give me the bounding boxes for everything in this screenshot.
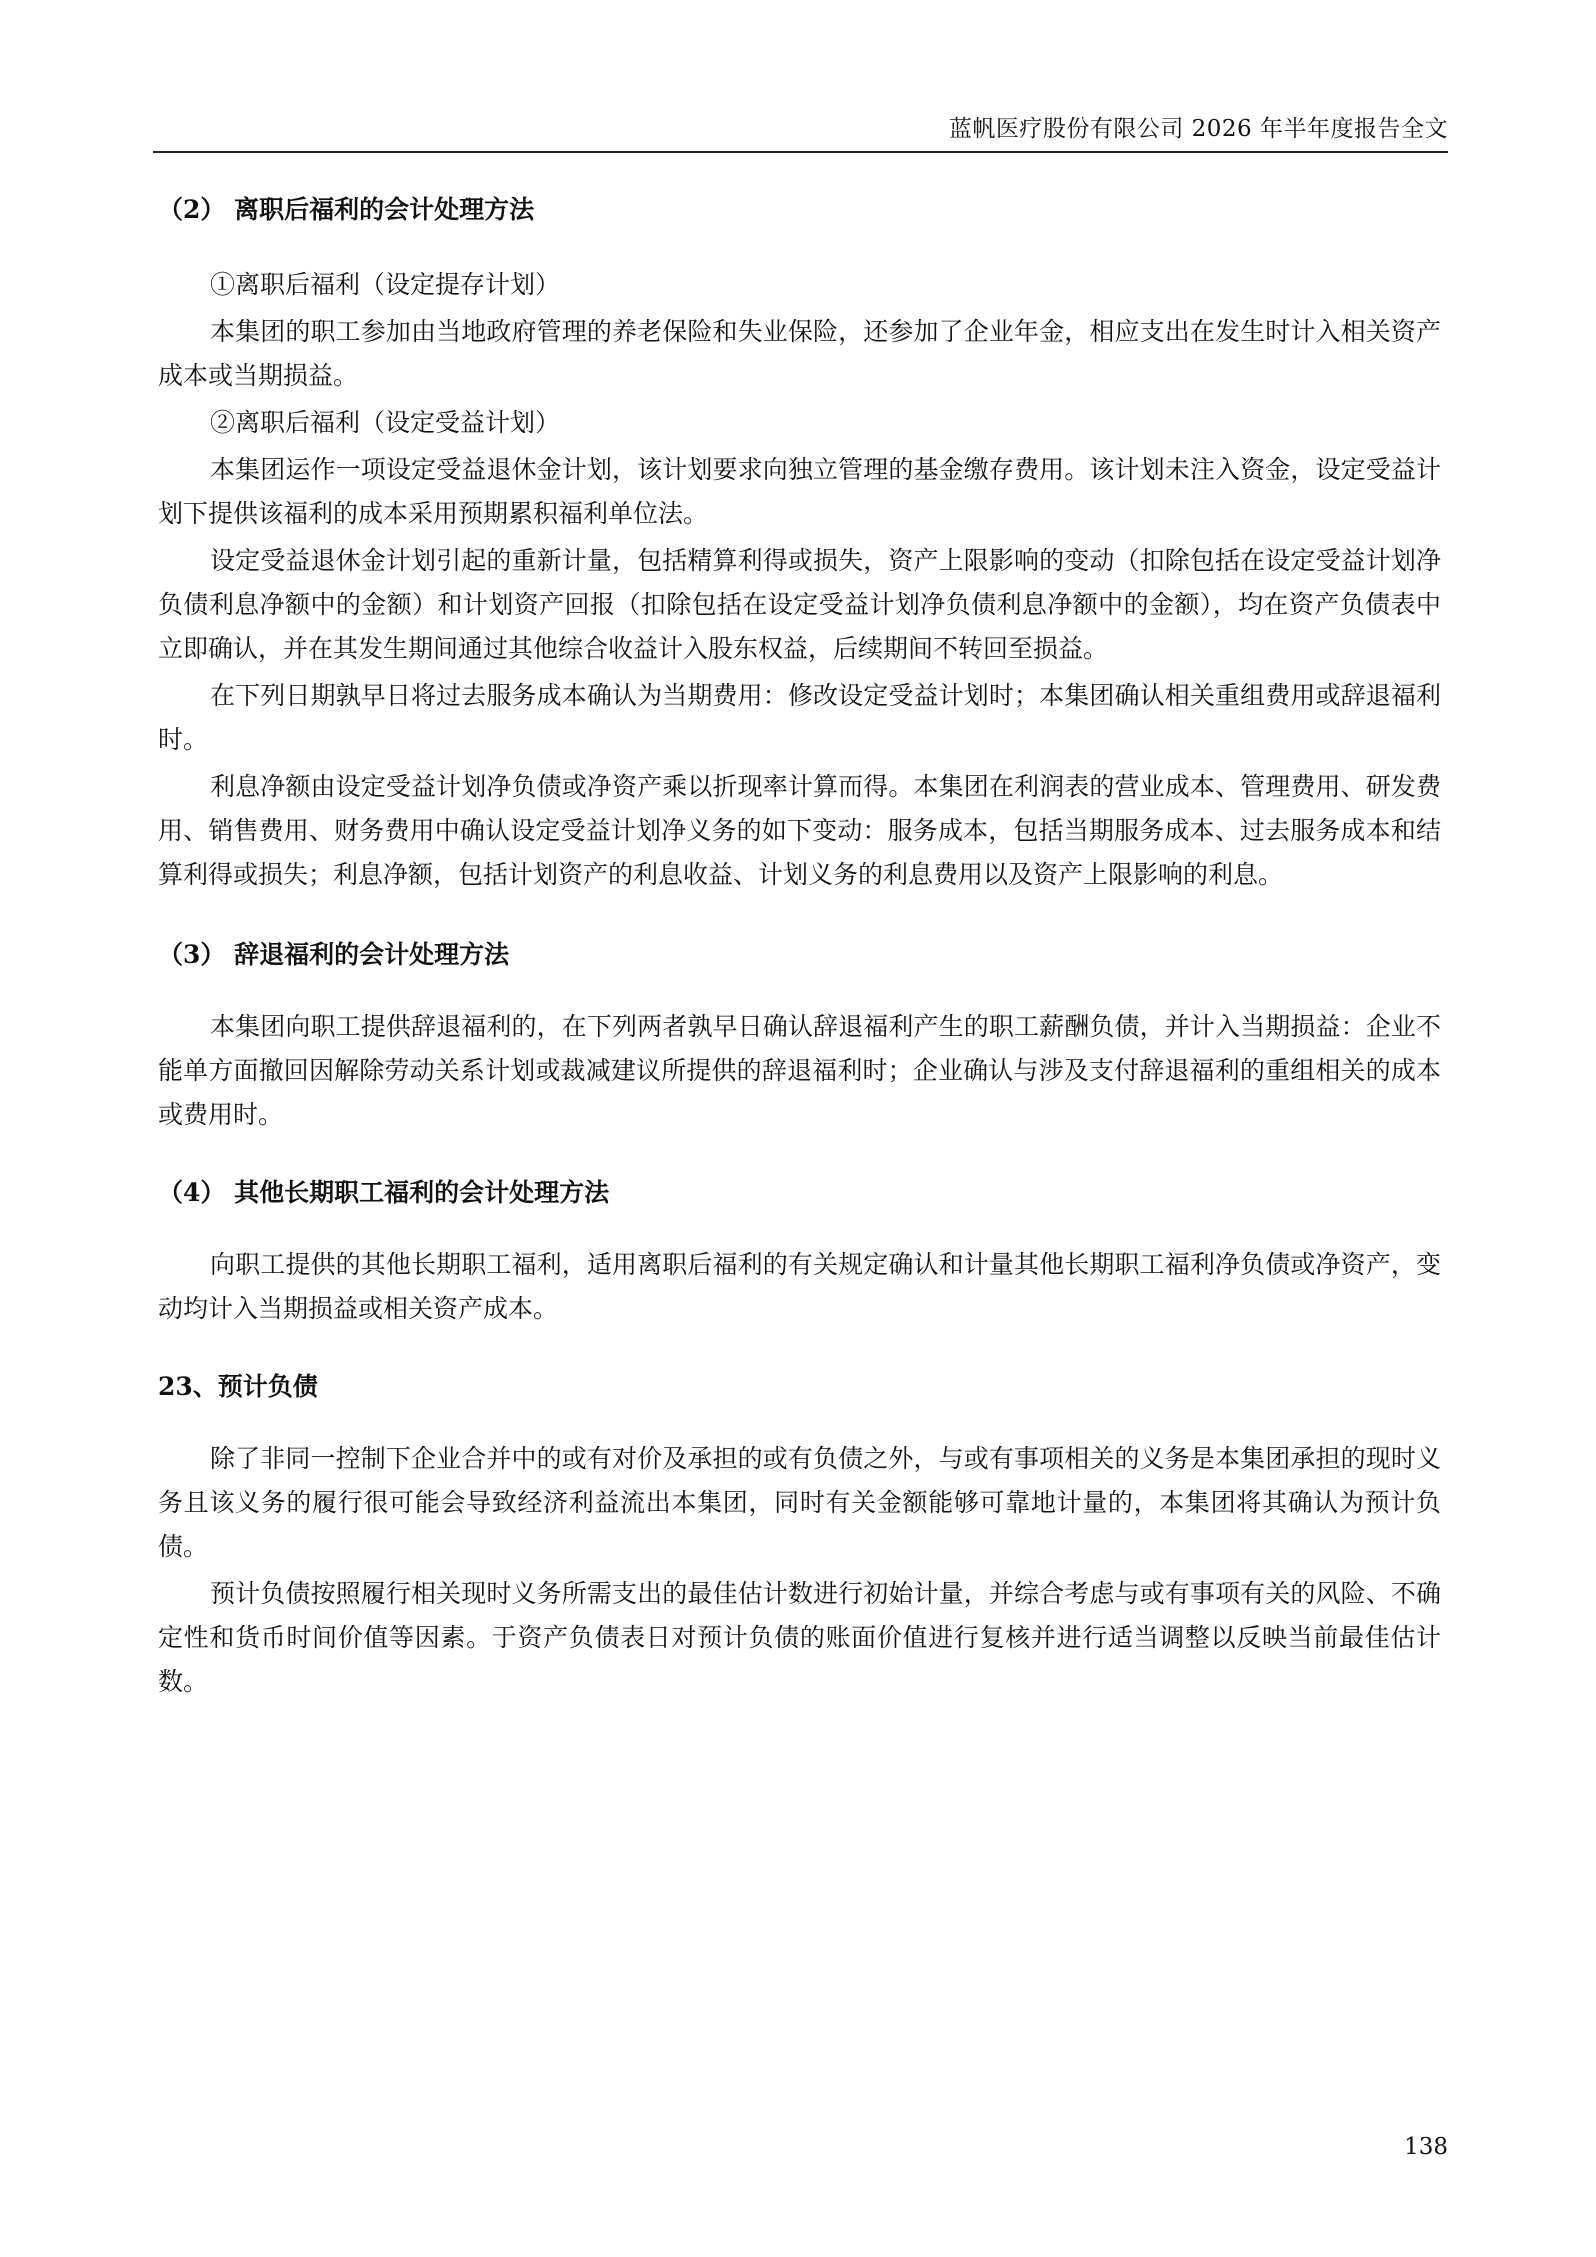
paragraph-defined-benefit-plan: 本集团运作一项设定受益退休金计划，该计划要求向独立管理的基金缴存费用。该计划未注入资金，设定受益计划下提供该福利的成本采用预期累积福利单位法。 [158,455,1441,528]
subheading-defined-benefit: ②离职后福利（设定受益计划） [210,408,561,437]
paragraph-remeasurement: 设定受益退休金计划引起的重新计量，包括精算利得或损失，资产上限影响的变动（扣除包括在设定受益计划净负债利息净额中的金额）和计划资产回报（扣除包括在设定受益计划净负债利息净额中的金额），均在资产负债表中立即确认，并在其发生期间通过其他综合收益计入股东权益，后续期间不转回至损益。 [158,546,1441,663]
paragraph-provisions-measurement: 预计负债按照履行相关现时义务所需支出的最佳估计数进行初始计量，并综合考虑与或有事项有关的风险、不确定性和货币时间价值等因素。于资产负债表日对预计负债的账面价值进行复核并进行适当调整以反映当前最佳估计数。 [158,1579,1441,1696]
document-body [158,190,1441,1704]
paragraph-termination-benefits: 本集团向职工提供辞退福利的，在下列两者孰早日确认辞退福利产生的职工薪酬负债，并计入当期损益：企业不能单方面撤回因解除劳动关系计划或裁减建议所提供的辞退福利时；企业确认与涉及支付辞退福利的重组相关的成本或费用时。 [158,1012,1441,1129]
report-header-title: 蓝帆医疗股份有限公司 2026 年半年度报告全文 [948,116,1448,142]
section-heading-post-employment: （2） 离职后福利的会计处理方法 [158,195,535,224]
paragraph-defined-contribution: 本集团的职工参加由当地政府管理的养老保险和失业保险，还参加了企业年金，相应支出在发生时计入相关资产成本或当期损益。 [158,317,1441,390]
section-heading-provisions: 23、预计负债 [158,1372,318,1401]
paragraph-provisions-recognition: 除了非同一控制下企业合并中的或有对价及承担的或有负债之外，与或有事项相关的义务是本集团承担的现时义务且该义务的履行很可能会导致经济利益流出本集团，同时有关金额能够可靠地计量的，本集团将其确认为预计负债。 [158,1444,1441,1561]
section-heading-termination-benefits: （3） 辞退福利的会计处理方法 [158,940,510,969]
page-number: 138 [1404,2134,1448,2160]
paragraph-other-long-term: 向职工提供的其他长期职工福利，适用离职后福利的有关规定确认和计量其他长期职工福利净负债或净资产，变动均计入当期损益或相关资产成本。 [158,1250,1441,1323]
paragraph-past-service-cost: 在下列日期孰早日将过去服务成本确认为当期费用：修改设定受益计划时；本集团确认相关重组费用或辞退福利时。 [158,681,1441,754]
subheading-defined-contribution: ①离职后福利（设定提存计划） [210,270,561,299]
header-divider [153,151,1448,153]
section-heading-other-long-term: （4） 其他长期职工福利的会计处理方法 [158,1178,610,1207]
paragraph-net-interest: 利息净额由设定受益计划净负债或净资产乘以折现率计算而得。本集团在利润表的营业成本、管理费用、研发费用、销售费用、财务费用中确认设定受益计划净义务的如下变动：服务成本，包括当期服务成本、过去服务成本和结算利得或损失；利息净额，包括计划资产的利息收益、计划义务的利息费用以及资产上限影响的利息。 [158,772,1441,889]
